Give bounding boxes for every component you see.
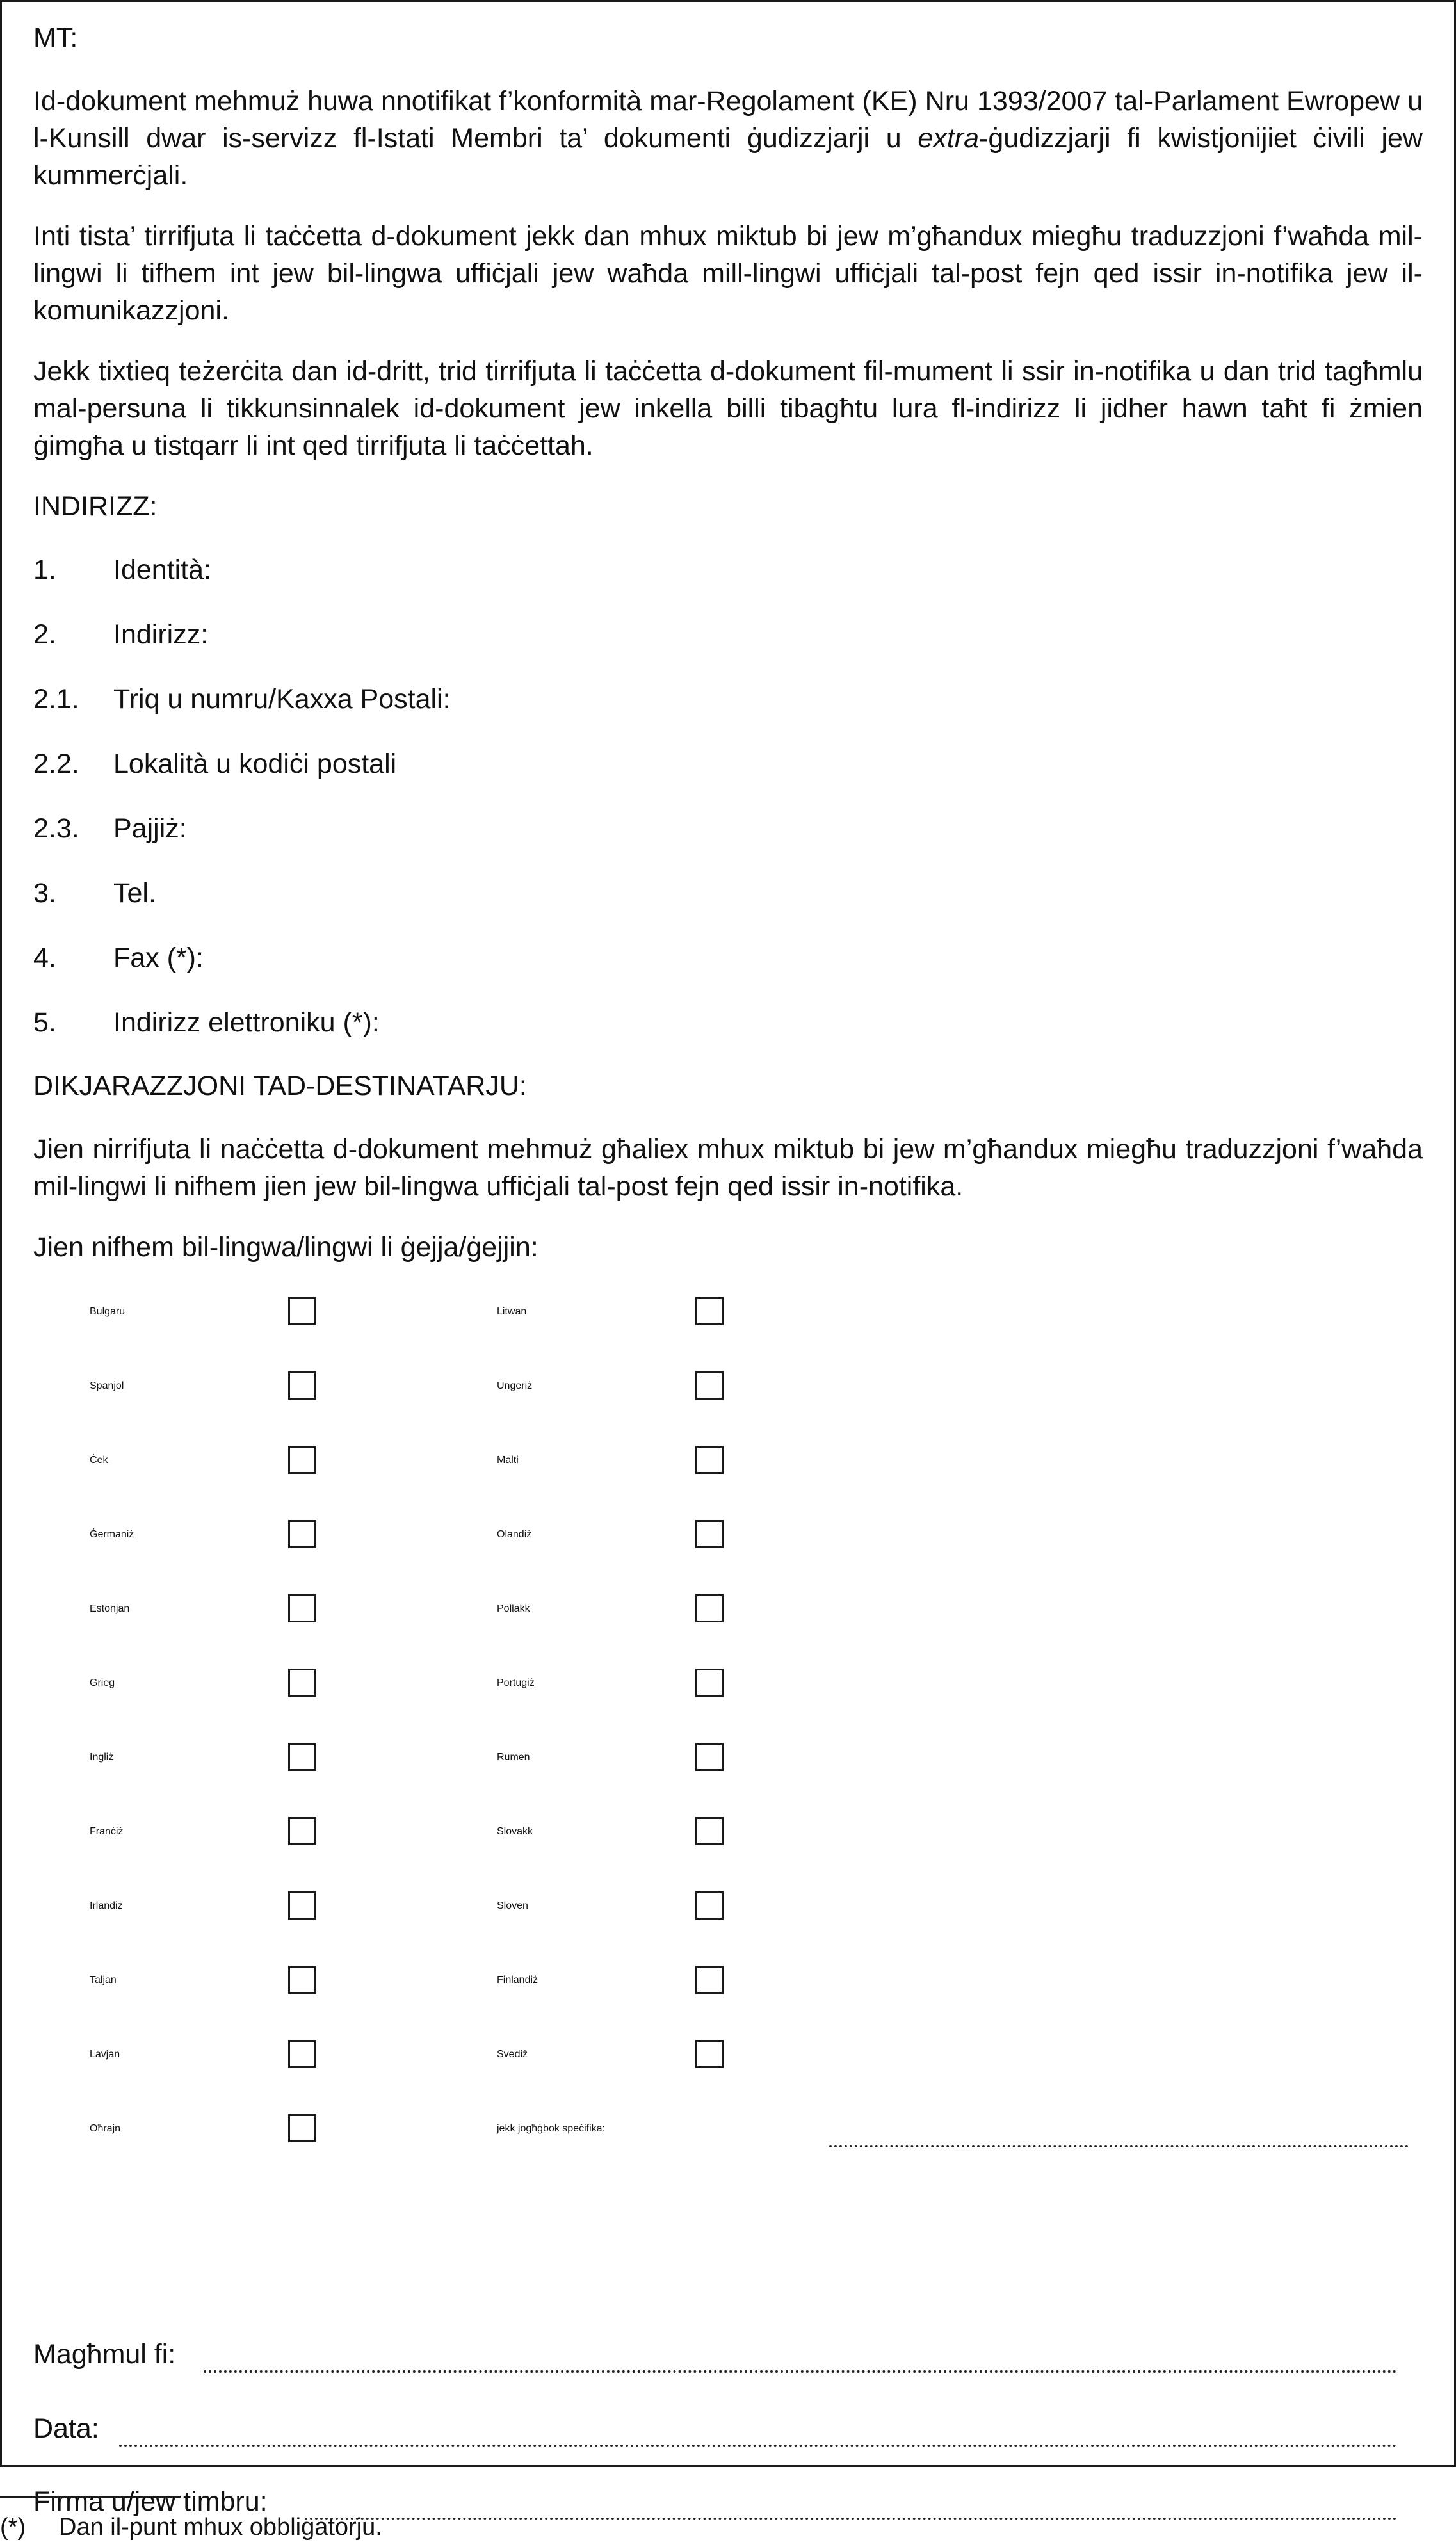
address-item-label: Fax (*):	[113, 942, 204, 973]
address-item-label: Triq u numru/Kaxxa Postali:	[113, 684, 451, 715]
address-item-number: 3.	[33, 878, 56, 909]
language-row	[90, 1590, 1409, 1665]
address-item-number: 5.	[33, 1007, 56, 1038]
address-item	[33, 1004, 1423, 1041]
language-checkbox[interactable]	[288, 2114, 316, 2142]
language-checkbox[interactable]	[695, 2040, 724, 2068]
language-checkbox[interactable]	[288, 1817, 316, 1845]
other-language-line[interactable]	[829, 2110, 1409, 2147]
address-item-number: 4.	[33, 942, 56, 973]
language-label: Ċek	[90, 1455, 108, 1466]
language-label: Franċiż	[90, 1826, 124, 1837]
language-checklist	[90, 1293, 1409, 2185]
language-label: Olandiż	[497, 1529, 532, 1540]
address-item	[33, 939, 1423, 976]
address-list	[33, 551, 1423, 1041]
language-label: Svediż	[497, 2049, 528, 2060]
intro-paragraph-3: Jekk tixtieq teżerċita dan id-dritt, trid tirrifjuta li taċċetta d-dokument fil-mument li ssir in-notifika u dan trid tagħmlu mal-persuna li tikkunsinnalek id-dokument jew inkella billi tibagħtu lura fl-indirizz li jidher hawn taħt fi żmien ġimgħa u tistqarr li int qed tirrifjuta li taċċettah.	[33, 356, 1423, 461]
language-row	[90, 1888, 1409, 1962]
date-label: Data:	[33, 2413, 99, 2444]
language-label: Irlandiż	[90, 1900, 123, 1911]
signature-line[interactable]	[305, 2483, 1397, 2520]
language-code-label: MT:	[33, 22, 78, 53]
address-item	[33, 745, 1423, 782]
address-item	[33, 681, 1423, 718]
address-item-number: 2.2.	[33, 748, 79, 779]
language-row	[90, 1516, 1409, 1590]
address-item-number: 2.3.	[33, 813, 79, 844]
address-item-label: Tel.	[113, 878, 156, 909]
language-label: Portugiż	[497, 1678, 535, 1688]
address-item-label: Pajjiż:	[113, 813, 187, 844]
language-label: Taljan	[90, 1975, 117, 1985]
language-label: Sloven	[497, 1900, 528, 1911]
other-language-specify-label: jekk jogħġbok speċifika:	[497, 2123, 605, 2134]
language-row	[90, 1962, 1409, 2036]
language-row	[90, 1813, 1409, 1888]
language-checkbox[interactable]	[695, 1669, 724, 1697]
language-checkbox[interactable]	[288, 2040, 316, 2068]
address-item-number: 1.	[33, 554, 56, 585]
address-item-number: 2.	[33, 619, 56, 650]
language-label: Finlandiż	[497, 1975, 538, 1985]
address-item	[33, 810, 1423, 847]
language-checkbox[interactable]	[695, 1743, 724, 1771]
address-item-label: Indirizz elettroniku (*):	[113, 1007, 380, 1038]
language-checkbox[interactable]	[695, 1446, 724, 1474]
language-checkbox[interactable]	[695, 1817, 724, 1845]
language-checkbox[interactable]	[695, 1520, 724, 1548]
address-item	[33, 551, 1423, 588]
language-row	[90, 1442, 1409, 1516]
date-field[interactable]	[33, 2410, 1397, 2447]
footnote-text: Dan il-punt mhux obbligatorju.	[59, 2514, 382, 2541]
language-label: Grieg	[90, 1678, 115, 1688]
signature-label: Firma u/jew timbru:	[33, 2486, 268, 2517]
language-label: Lavjan	[90, 2049, 120, 2060]
address-item	[33, 875, 1423, 912]
language-checkbox[interactable]	[288, 1520, 316, 1548]
address-item	[33, 616, 1423, 653]
footnote-marker: (*)	[0, 2514, 26, 2541]
language-label: Ungeriż	[497, 1380, 533, 1391]
address-heading: INDIRIZZ:	[33, 491, 158, 522]
language-checkbox[interactable]	[695, 1371, 724, 1400]
language-checkbox[interactable]	[288, 1743, 316, 1771]
language-checkbox[interactable]	[288, 1371, 316, 1400]
language-label: Malti	[497, 1455, 519, 1466]
language-checkbox[interactable]	[695, 1966, 724, 1994]
language-checkbox[interactable]	[695, 1594, 724, 1622]
language-checkbox[interactable]	[695, 1297, 724, 1325]
language-row	[90, 1665, 1409, 1739]
language-row	[90, 1739, 1409, 1813]
language-checkbox[interactable]	[695, 1891, 724, 1920]
extra-italic-text: extra	[918, 123, 980, 154]
address-item-label: Identità:	[113, 554, 211, 585]
language-checkbox[interactable]	[288, 1891, 316, 1920]
declaration-text: Jien nirrifjuta li naċċetta d-dokument mehmuż għaliex mhux miktub bi jew m’għandux miegħu traduzzjoni f’waħda mil-lingwi li nifhem jien jew bil-lingwa uffiċjali tal-post fejn qed issir in-notifika.	[33, 1134, 1423, 1202]
intro-paragraph-2: Inti tista’ tirrifjuta li taċċetta d-dokument jekk dan mhux miktub bi jew m’għandux miegħu traduzzjoni f’waħda mil-lingwi li tifhem int jew bil-lingwa uffiċjali jew waħda mill-lingwi uffiċjali tal-post fejn qed issir in-notifika jew il-komunikazzjoni.	[33, 221, 1423, 326]
form-content	[33, 19, 1423, 1292]
footnote	[0, 2511, 382, 2543]
language-label: Slovakk	[497, 1826, 533, 1837]
made-in-label: Magħmul fi:	[33, 2339, 176, 2370]
language-checkbox[interactable]	[288, 1966, 316, 1994]
made-in-field[interactable]	[33, 2336, 1397, 2373]
intro-paragraph-1: Id-dokument mehmuż huwa nnotifikat f’konformità mar-Regolament (KE) Nru 1393/2007 tal-Parlament Ewropew u l-Kunsill dwar is-servizz fl-Istati Membri ta’ dokumenti ġudizzjarji u extra-ġudizzjarji fi kwistjonijiet ċivili jew kummerċjali.	[33, 86, 1423, 191]
language-checkbox[interactable]	[288, 1669, 316, 1697]
address-item-number: 2.1.	[33, 684, 79, 715]
language-checkbox[interactable]	[288, 1446, 316, 1474]
language-checkbox[interactable]	[288, 1297, 316, 1325]
language-checkbox[interactable]	[288, 1594, 316, 1622]
language-label: Rumen	[497, 1752, 530, 1763]
language-row	[90, 2036, 1409, 2110]
language-row	[90, 1293, 1409, 1368]
footnote-rule	[0, 2496, 181, 2498]
address-item-label: Lokalità u kodiċi postali	[113, 748, 397, 779]
language-label: Litwan	[497, 1306, 527, 1317]
address-item-label: Indirizz:	[113, 619, 209, 650]
language-label: Oħrajn	[90, 2123, 121, 2134]
language-label: Ġermaniż	[90, 1529, 134, 1540]
date-line[interactable]	[119, 2410, 1397, 2447]
language-label: Pollakk	[497, 1603, 530, 1614]
language-label: Spanjol	[90, 1380, 124, 1391]
language-label: Estonjan	[90, 1603, 130, 1614]
declaration-heading: DIKJARAZZJONI TAD-DESTINATARJU:	[33, 1071, 527, 1101]
language-label: Ingliż	[90, 1752, 114, 1763]
languages-intro: Jien nifhem bil-lingwa/lingwi li ġejja/ġejjin:	[33, 1232, 538, 1263]
language-row	[90, 2110, 1409, 2185]
language-label: Bulgaru	[90, 1306, 125, 1317]
made-in-line[interactable]	[204, 2336, 1397, 2373]
language-row	[90, 1368, 1409, 1442]
